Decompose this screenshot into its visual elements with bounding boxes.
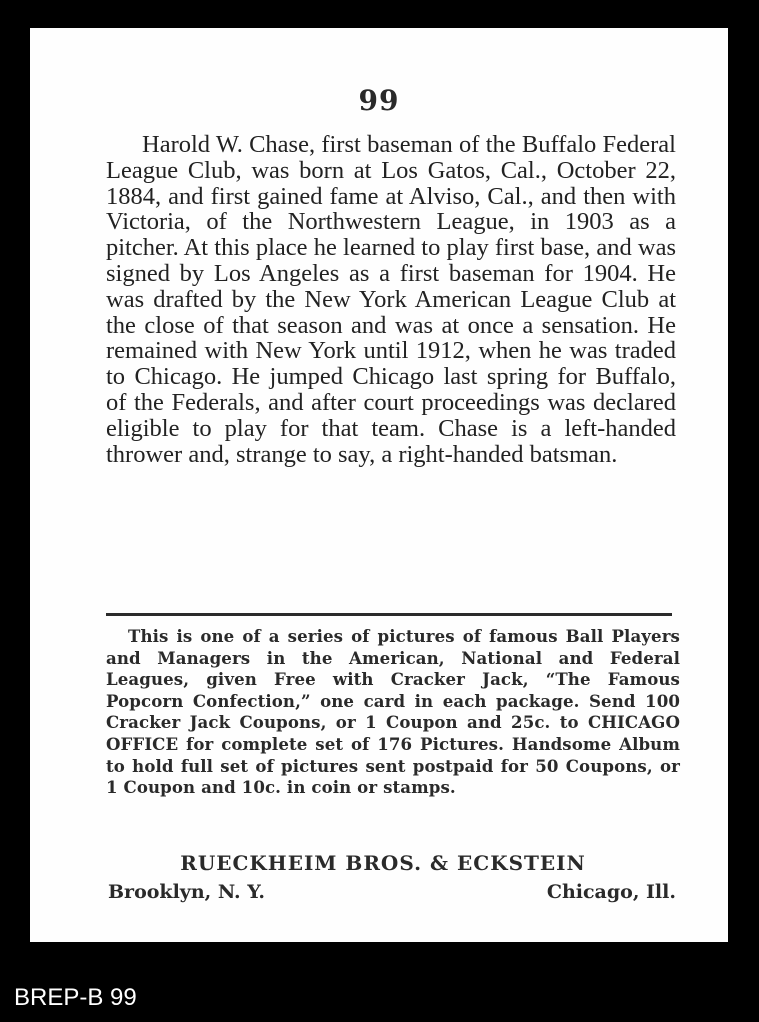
section-divider — [106, 613, 672, 616]
city-chicago: Chicago, Ill. — [546, 881, 676, 903]
player-bio: Harold W. Chase, first baseman of the Buffalo Federal League Club, was born at Los Gatos, Cal., October 22, 1884, and first gained fame at Alviso, Cal., and then with Victoria, of the Northwestern League, in 1903 as a pitcher. At this place he learned to play first base, and was signed by Los Angeles as a first baseman for 1904. He was drafted by the New York American League Club at the close of that season and was at once a sensation. He remained with New York until 1912, when he was traded to Chicago. He jumped Chicago last spring for Buffalo, of the Federals, and after court proceedings was declared eligible to play for that team. Chase is a left-handed thrower and, strange to say, a right-handed batsman. — [106, 131, 676, 468]
caption-bar — [0, 975, 759, 1022]
card-number: 99 — [358, 84, 400, 117]
card-back — [30, 28, 728, 942]
city-brooklyn: Brooklyn, N. Y. — [108, 881, 265, 903]
promo-text: This is one of a series of pictures of famous Ball Players and Managers in the American, National and Federal Leagues, given Free with Cracker Jack, “The Famous Popcorn Confection,” one card in each package. Send 100 Cracker Jack Coupons, or 1 Coupon and 25c. to CHICAGO OFFICE for complete set of 176 Pictures. Handsome Album to hold full set of pictures sent postpaid for 50 Coupons, or 1 Coupon and 10c. in coin or stamps. — [106, 626, 680, 798]
company-name: RUECKHEIM BROS. & ECKSTEIN — [180, 851, 586, 875]
image-caption: BREP-B 99 — [14, 984, 137, 1011]
